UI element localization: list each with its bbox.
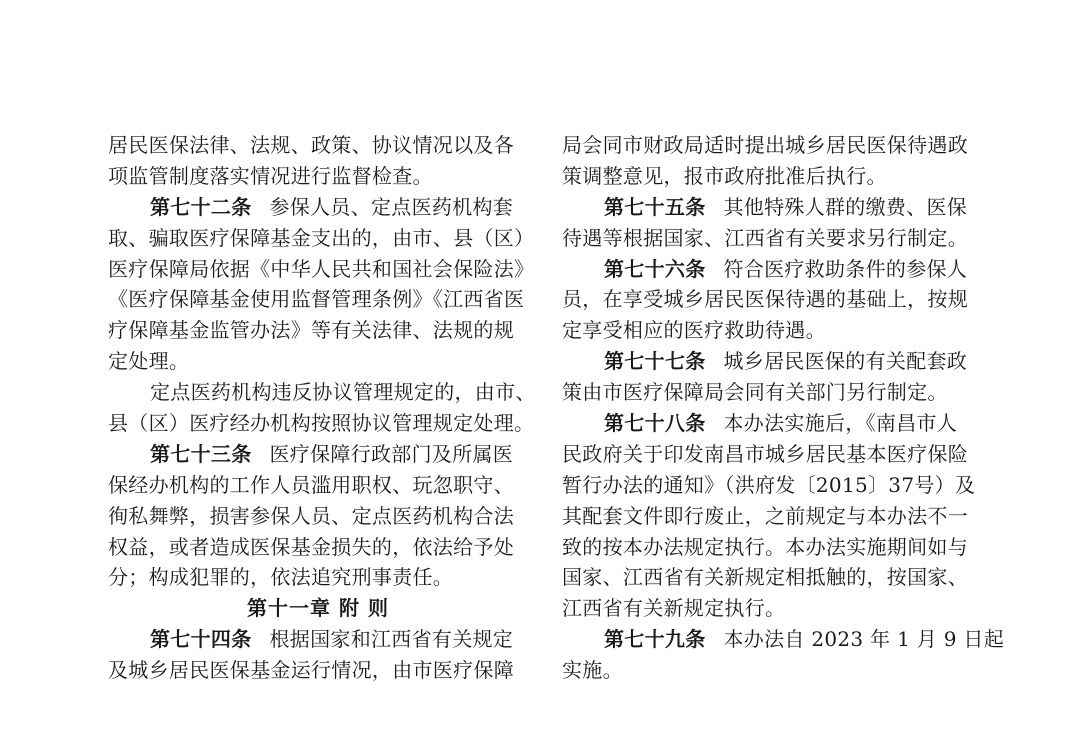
text-line: 民政府关于印发南昌市城乡居民基本医疗保险 [562,441,968,466]
article-number: 第七十四条 [150,627,252,652]
article-74 [108,624,528,655]
text-line: 《医疗保障基金使用监督管理条例》《江西省医 [108,287,525,312]
text-line: 其他特殊人群的缴费、医保 [723,194,968,219]
text-line: 江西省有关新规定执行。 [562,596,786,621]
text-line: 根据国家和江西省有关规定 [269,627,514,652]
article-number: 第七十九条 [604,627,706,652]
article-number: 第七十二条 [150,194,252,219]
text-line: 策调整意见，报市政府批准后执行。 [562,163,887,188]
right-column [562,130,1004,686]
text-line: 分；构成犯罪的，依法追究刑事责任。 [108,565,454,590]
text-line: 局会同市财政局适时提出城乡居民医保待遇政 [562,133,968,157]
text-line: 其配套文件即行废止，之前规定与本办法不一 [562,503,968,528]
text-line: 参保人员、定点医药机构套 [269,194,514,219]
text-line: 定享受相应的医疗救助待遇。 [562,318,826,343]
text-line: 策由市医疗保障局会同有关部门另行制定。 [562,380,948,405]
article-number: 第七十六条 [604,256,706,281]
text-line: 员，在享受城乡居民医保待遇的基础上，按规 [562,287,968,312]
article-77 [562,346,982,377]
chapter-heading: 第十一章 附 则 [247,596,389,621]
text-line: 疗保障基金监管办法》等有关法律、法规的规 [108,318,514,343]
text-line: 待遇等根据国家、江西省有关要求另行制定。 [562,225,968,250]
text-line: 取、骗取医疗保障基金支出的，由市、县（区） [108,225,535,250]
article-number: 第七十三条 [150,441,252,466]
text-line: 权益，或者造成医保基金损失的，依法给予处 [108,534,514,559]
article-number: 第七十七条 [604,349,706,374]
article-72 [108,192,528,223]
article-75 [562,192,982,223]
text-line: 医疗保障局依据《中华人民共和国社会保险法》 [108,256,535,281]
article-number: 第七十八条 [604,411,706,436]
article-number: 第七十五条 [604,194,706,219]
text-line: 保经办机构的工作人员滥用职权、玩忽职守、 [108,472,514,497]
text-line: 城乡居民医保的有关配套政 [723,349,968,374]
text-line: 本办法实施后，《南昌市人 [723,411,958,436]
article-76 [562,254,982,285]
article-78 [562,408,982,439]
article-73 [108,439,528,470]
text-line: 医疗保障行政部门及所属医 [269,441,514,466]
left-column [108,130,536,686]
text-line: 徇私舞弊，损害参保人员、定点医药机构合法 [108,503,514,528]
text-line: 项监管制度落实情况进行监督检查。 [108,163,433,188]
text-line: 实施。 [562,658,623,683]
article-79 [562,624,1004,655]
text-line: 本办法自 2023 年 1 月 9 日起 [723,627,1004,652]
text-line: 定处理。 [108,349,190,374]
text-line: 国家、江西省有关新规定相抵触的，按国家、 [562,565,968,590]
text-line: 及城乡居民医保基金运行情况，由市医疗保障 [108,658,514,683]
text-line: 县（区）医疗经办机构按照协议管理规定处理。 [108,411,535,436]
text-line: 居民医保法律、法规、政策、协议情况以及各 [108,133,514,157]
text-line: 定点医药机构违反协议管理规定的，由市、 [150,380,536,405]
text-line: 致的按本办法规定执行。本办法实施期间如与 [562,534,968,559]
text-line: 符合医疗救助条件的参保人 [723,256,968,281]
text-line: 暂行办法的通知》（洪府发〔2015〕37号）及 [562,472,976,497]
